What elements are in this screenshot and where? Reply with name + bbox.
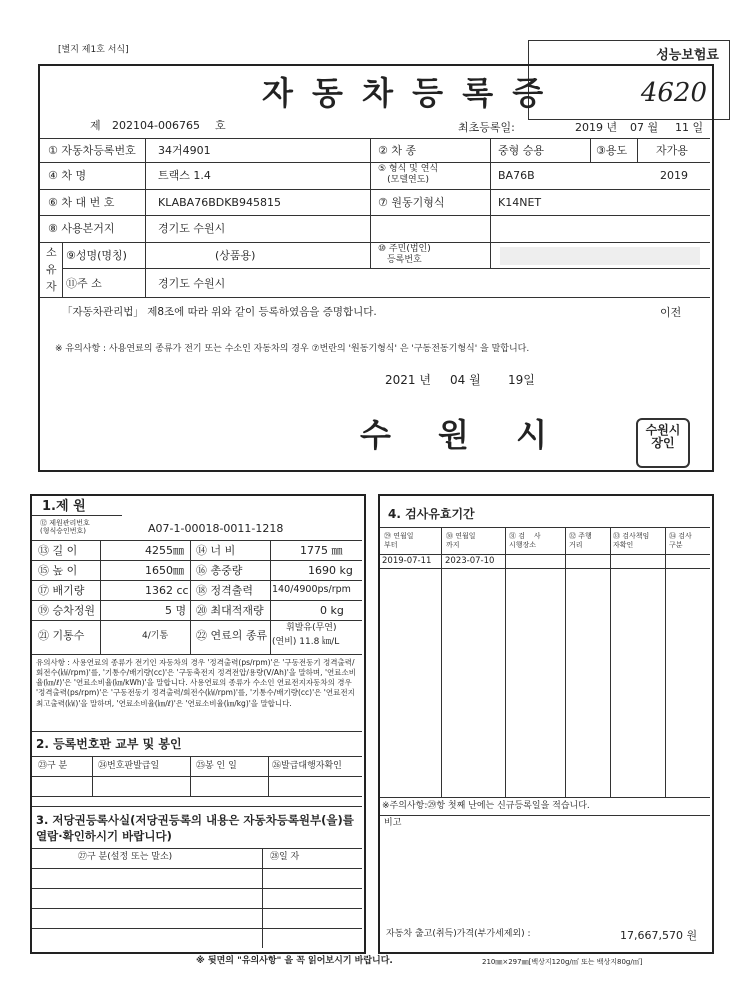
vehicle-type-value: 중형 승용 (498, 144, 545, 157)
redacted-id (500, 247, 700, 265)
total-weight-value: 1690 kg (308, 564, 353, 577)
vin-label: ⑥ 차 대 번 호 (48, 196, 115, 209)
rated-output-value: 140/4900ps/rpm (272, 584, 351, 595)
engine-type-label: ⑦ 원동기형식 (378, 196, 445, 209)
fuel-type-value: 휘발유(무연) (286, 623, 337, 633)
form-label: [별지 제1호 서식] (58, 45, 129, 55)
plate-heading: 2. 등록번호판 교부 및 봉인 (36, 737, 182, 751)
insp-row1-to: 2023-07-10 (445, 556, 495, 566)
engine-type-value: K14NET (498, 196, 542, 209)
insp-col-inspector: ㉝ 검사책임 자확인 (613, 532, 650, 549)
issue-year: 2021 년 (385, 373, 431, 387)
owner-side-label: 소 유 자 (46, 246, 57, 293)
first-reg-month: 07 월 (630, 121, 659, 134)
length-value: 4255㎜ (145, 544, 184, 557)
reg-no-prefix: 제 (90, 119, 101, 132)
mortgage-heading: 3. 저당권등록사실(저당권등록의 내용은 자동차등록원부(을)를 열람·확인하시기 바랍니다) (36, 813, 354, 844)
footer-paper: 210㎜×297㎜[백상지120g/㎡ 또는 백상지80g/㎡] (482, 958, 643, 966)
cylinders-value: 4/기통 (142, 631, 169, 641)
footer-notice: ※ 뒷면의 "유의사항" 을 꼭 읽어보시기 바랍니다. (196, 956, 393, 966)
seating-label: ⑲ 승차정원 (38, 604, 96, 617)
owner-address-value: 경기도 수원시 (158, 277, 226, 290)
inspection-heading: 4. 검사유효기간 (388, 507, 475, 521)
vehicle-type-label: ② 차 종 (378, 144, 417, 157)
owner-name-label: ⑨성명(명칭) (66, 249, 127, 262)
inspection-note: ※주의사항:㉙항 첫째 난에는 신규등록일을 적습니다. (382, 801, 590, 811)
base-location-value: 경기도 수원시 (158, 222, 226, 235)
max-load-label: ⑳ 최대적재량 (196, 604, 264, 617)
base-location-label: ⑧ 사용본거지 (48, 222, 115, 235)
insp-col-category: ㉞ 검사 구분 (669, 532, 692, 549)
owner-id-label: ⑩ 주민(법인) 등록번호 (378, 244, 431, 266)
width-value: 1775 ㎜ (300, 544, 343, 557)
mortgage-col-type: ㉗구 분(설정 또는 말소) (78, 852, 173, 862)
height-label: ⑮ 높 이 (38, 564, 78, 577)
reg-number-value: 34거4901 (158, 144, 211, 157)
first-reg-year: 2019 년 (575, 121, 618, 134)
first-reg-day: 11 일 (675, 121, 704, 134)
approval-value: A07-1-00018-0011-1218 (148, 522, 284, 535)
spec-notice: 유의사항 : 사용연료의 종류가 전기인 자동차의 경우 '정격출력(ps/rpm)'은 '구동전동기 정격출력/회전수(㎾/rpm)'를, '기통수/배기량(cc)'은 '구동축전지 정격전압/용량(V/Ah)'을 말하며, '연료소비율(㎞/ℓ)'은 '연료소비율(㎞/kWh)'을 말합니다. 사용연료의 종류가 수소인 연료전지자동차의 경우 '정격출력(ps/rpm)'은 '구동전동기 정격출력/회전수(㎾/rpm)'를, '기통수/배기량(cc)'은 '연료전지 최고출력(㎾)'을 말하며, '연료소비율(㎞/ℓ)'은 '연료소비율(㎞/kg)'을 말합니다. (36, 658, 356, 708)
use-value: 자가용 (656, 144, 688, 157)
price-label: 자동차 출고(취득)가격(부가세제외) : (386, 929, 531, 939)
certify-right: 이전 (660, 306, 682, 319)
insp-col-distance: ㉜ 주행 거리 (569, 532, 592, 549)
seal-text: 수원시장인 (645, 423, 681, 450)
fuel-type-label: ㉒ 연료의 종류 (196, 629, 268, 642)
insp-col-place: ㉛ 검 사 시행장소 (509, 532, 541, 549)
issue-day: 19일 (508, 373, 535, 387)
price-value: 17,667,570 원 (620, 929, 698, 942)
issuer-name: 수 원 시 (360, 416, 566, 454)
model-value: BA76B (498, 169, 535, 182)
cylinders-label: ㉑ 기통수 (38, 629, 85, 642)
car-name-value: 트랙스 1.4 (158, 169, 211, 182)
reg-number-label: ① 자동차등록번호 (48, 144, 136, 157)
first-reg-label: 최초등록일: (458, 121, 515, 134)
model-year-label: ⑤ 형식 및 연식 (모델연도) (378, 164, 439, 186)
plate-col-issue-date: ㉔번호판발급일 (98, 761, 160, 771)
max-load-value: 0 kg (320, 604, 344, 617)
length-label: ⑬ 길 이 (38, 544, 78, 557)
fuel-note: ※ 유의사항 : 사용연료의 종류가 전기 또는 수소인 자동차의 경우 ⑦번란의 '원동기형식' 은 '구동전동기형식' 을 말합니다. (55, 344, 530, 354)
official-seal-icon (636, 418, 690, 468)
spec-box (30, 494, 366, 954)
displacement-label: ⑰ 배기량 (38, 584, 85, 597)
use-label: ③용도 (596, 144, 628, 157)
insp-row1-from: 2019-07-11 (382, 556, 432, 566)
inspection-remark: 비고 (384, 818, 402, 828)
reg-no-value: 202104-006765 (112, 119, 200, 132)
plate-col-seal-date: ㉕봉 인 일 (196, 761, 237, 771)
displacement-value: 1362 cc (145, 584, 189, 597)
approval-label: ⑫ 제원관리번호 (형식승인번호) (40, 519, 90, 536)
mortgage-col-date: ㉘일 자 (270, 852, 300, 862)
insp-col-to: ㉚ 연월일 까지 (446, 532, 476, 549)
handwritten-number: 4620 (640, 78, 707, 108)
insp-col-from: ㉙ 연월일 부터 (384, 532, 414, 549)
document-title: 자 동 차 등 록 증 (262, 74, 548, 112)
reg-no-suffix: 호 (215, 119, 226, 132)
height-value: 1650㎜ (145, 564, 184, 577)
plate-col-agent: ㉖발급대행자확인 (272, 761, 342, 771)
seating-value: 5 명 (165, 604, 187, 617)
total-weight-label: ⑯ 총중량 (196, 564, 243, 577)
car-name-label: ④ 차 명 (48, 169, 87, 182)
model-year-value: 2019 (660, 169, 688, 182)
vin-value: KLABA76BDKB945815 (158, 196, 281, 209)
issue-month: 04 월 (450, 373, 481, 387)
plate-col-type: ㉓구 분 (38, 761, 68, 771)
owner-address-label: ⑪주 소 (66, 277, 102, 290)
rated-output-label: ⑱ 정격출력 (196, 584, 254, 597)
corner-stamp-text: 성능보험료 (656, 48, 719, 63)
certify-text: 「자동차관리법」 제8조에 따라 위와 같이 등록하였음을 증명합니다. (62, 306, 377, 318)
width-label: ⑭ 너 비 (196, 544, 236, 557)
fuel-efficiency: (연비) 11.8 ㎞/L (272, 637, 340, 647)
owner-name-value: (상품용) (215, 249, 256, 262)
spec-heading: 1.제 원 (42, 499, 86, 514)
